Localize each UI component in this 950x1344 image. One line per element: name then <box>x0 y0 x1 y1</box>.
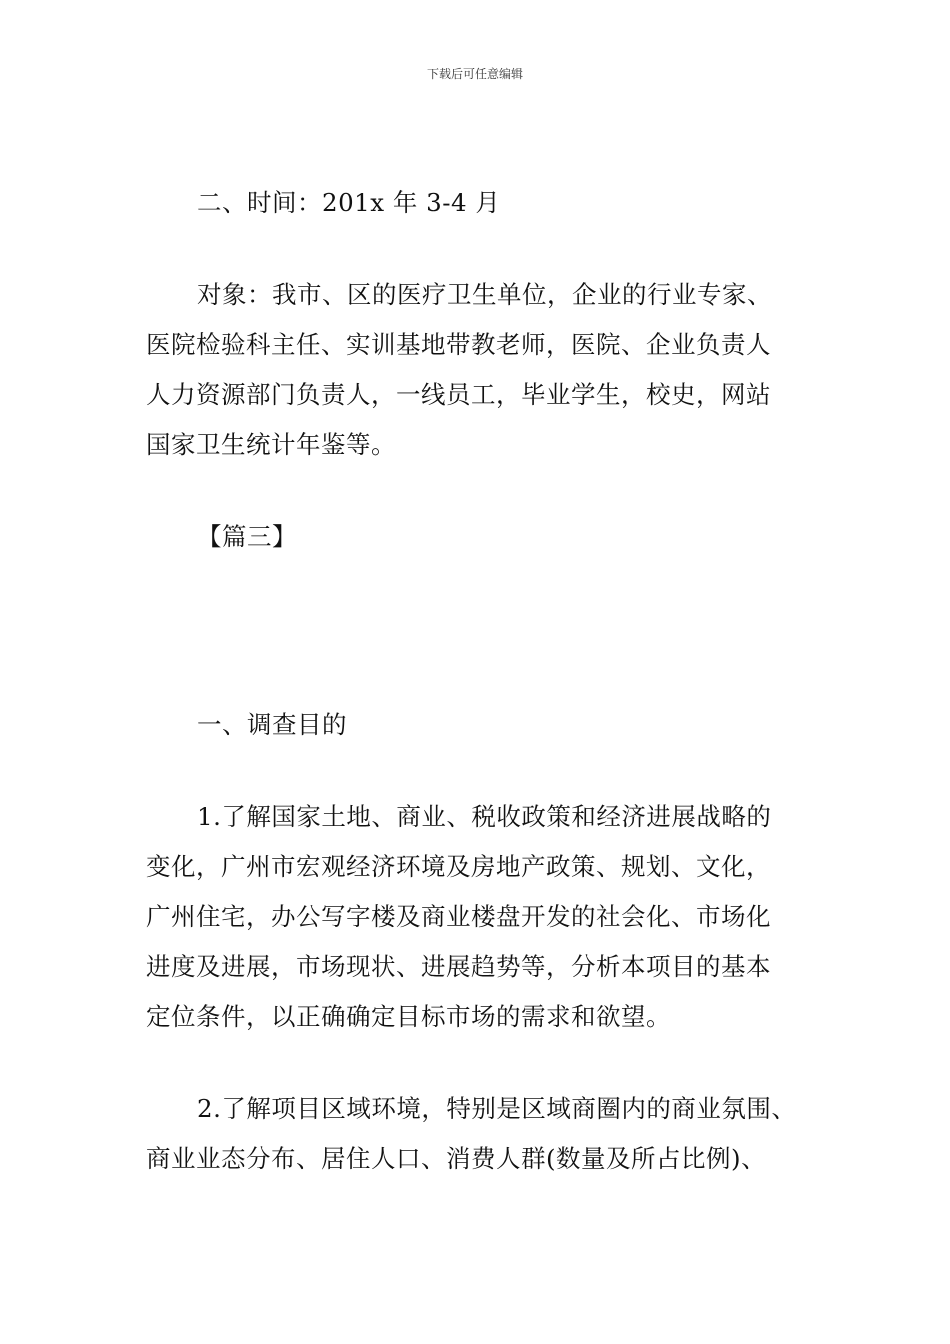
document-body <box>146 178 826 1226</box>
objects-line-1: 对象：我市、区的医疗卫生单位，企业的行业专家、 <box>197 280 772 309</box>
item-1-paragraph <box>146 792 826 1042</box>
objects-line-3: 人力资源部门负责人，一线员工，毕业学生，校史，网站 <box>146 380 771 409</box>
item-2-line-2: 商业业态分布、居住人口、消费人群(数量及所占比例)、 <box>146 1144 767 1173</box>
blank-space <box>146 604 826 700</box>
item-1-line-3: 广州住宅，办公写字楼及商业楼盘开发的社会化、市场化 <box>146 902 771 931</box>
item-1-line-1: 1.了解国家土地、商业、税收政策和经济进展战略的 <box>197 802 772 831</box>
item-1-line-5: 定位条件，以正确确定目标市场的需求和欲望。 <box>146 1002 671 1031</box>
item-2-paragraph <box>146 1084 826 1184</box>
item-1-line-4: 进度及进展，市场现状、进展趋势等，分析本项目的基本 <box>146 952 771 981</box>
objects-line-2: 医院检验科主任、实训基地带教老师，医院、企业负责人 <box>146 330 771 359</box>
time-paragraph: 二、时间：201x 年 3-4 月 <box>197 188 501 217</box>
item-2-line-1: 2.了解项目区域环境，特别是区域商圈内的商业氛围、 <box>197 1094 797 1123</box>
section-heading: 一、调查目的 <box>197 710 347 739</box>
item-1-line-2: 变化，广州市宏观经济环境及房地产政策、规划、文化， <box>146 852 771 881</box>
objects-paragraph <box>146 270 826 470</box>
page-header-note: 下载后可任意编辑 <box>426 67 523 81</box>
part-title: 【篇三】 <box>197 522 297 551</box>
objects-line-4: 国家卫生统计年鉴等。 <box>146 430 396 459</box>
